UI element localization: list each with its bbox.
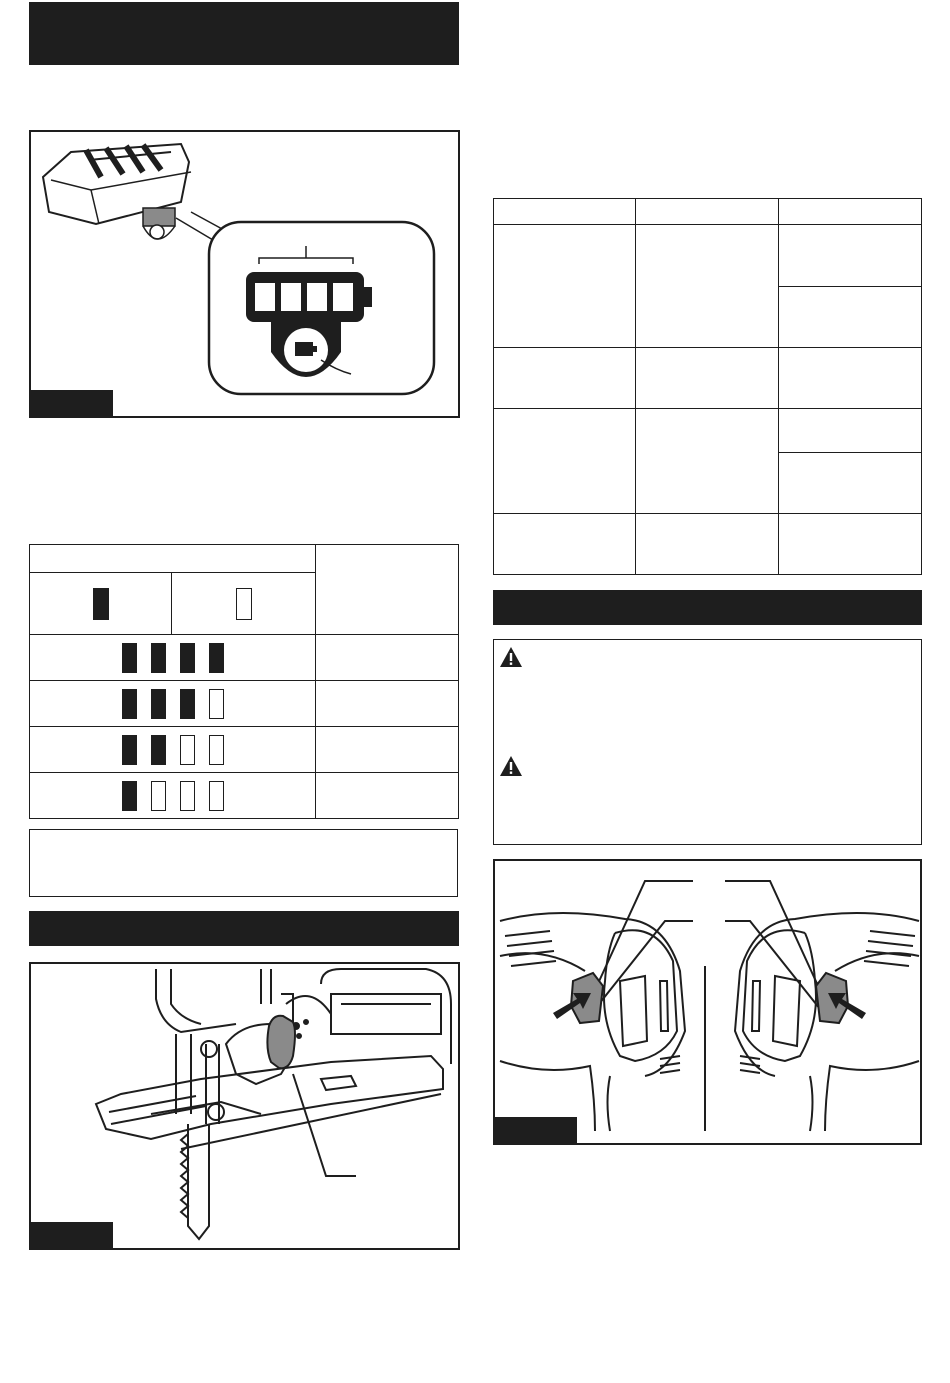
table-cell [779, 453, 922, 514]
table-cell [779, 348, 922, 409]
table-cell [779, 225, 922, 287]
table-cell [494, 348, 636, 409]
lamp-on-icon [180, 689, 195, 719]
lamp-on-icon [93, 588, 109, 620]
capacity-value-cell [316, 681, 459, 727]
lamp-on-icon [122, 781, 137, 811]
table-cell [494, 225, 636, 348]
capacity-level-row-2 [30, 681, 316, 727]
table-cell [636, 225, 779, 348]
table-header-cell [779, 199, 922, 225]
lamp-on-icon [151, 735, 166, 765]
battery-indicator-illustration [31, 132, 460, 418]
table-header-cell [494, 199, 636, 225]
lamp-off-icon [180, 735, 195, 765]
section-header-bar-left-bottom [29, 911, 459, 946]
table-cell [779, 287, 922, 348]
capacity-value-cell [316, 773, 459, 819]
lamp-status-header [30, 545, 316, 573]
lamp-off-icon [209, 735, 224, 765]
remaining-capacity-header [316, 545, 459, 635]
warning-box [493, 639, 922, 845]
lamp-on-icon [180, 643, 195, 673]
capacity-level-row-4 [30, 773, 316, 819]
jigsaw-lever-illustration [31, 964, 460, 1250]
capacity-level-row-3 [30, 727, 316, 773]
table-cell [779, 514, 922, 575]
lamp-on-icon [122, 735, 137, 765]
handle-buttons-illustration [495, 861, 922, 1145]
lamp-on-icon [151, 643, 166, 673]
warning-triangle-icon [499, 755, 523, 777]
lamp-off-icon [236, 588, 252, 620]
table-cell [636, 514, 779, 575]
lamp-off-legend [172, 573, 316, 635]
lamp-off-icon [180, 781, 195, 811]
table-cell [779, 409, 922, 453]
warning-triangle-icon [499, 646, 523, 668]
section-header-bar-right [493, 590, 922, 625]
table-cell [636, 348, 779, 409]
lamp-on-legend [30, 573, 172, 635]
figure-jigsaw-lever [29, 962, 460, 1250]
lamp-off-icon [209, 781, 224, 811]
lamp-on-icon [122, 689, 137, 719]
lamp-off-icon [151, 781, 166, 811]
figure-battery-indicator [29, 130, 460, 418]
lamp-off-icon [209, 689, 224, 719]
lamp-on-icon [151, 689, 166, 719]
note-box [29, 829, 458, 897]
lamp-on-icon [209, 643, 224, 673]
capacity-value-cell [316, 635, 459, 681]
battery-capacity-table [29, 544, 459, 819]
table-cell [494, 514, 636, 575]
table-header-cell [636, 199, 779, 225]
figure-handle-buttons [493, 859, 922, 1145]
figure-label-tag [495, 1117, 577, 1143]
capacity-level-row-1 [30, 635, 316, 681]
indicator-status-table [493, 198, 922, 575]
table-cell [494, 409, 636, 514]
lamp-on-icon [122, 643, 137, 673]
table-cell [636, 409, 779, 514]
section-header-bar-left-top [29, 2, 459, 65]
figure-label-tag [31, 1222, 113, 1248]
figure-label-tag [31, 390, 113, 416]
capacity-value-cell [316, 727, 459, 773]
